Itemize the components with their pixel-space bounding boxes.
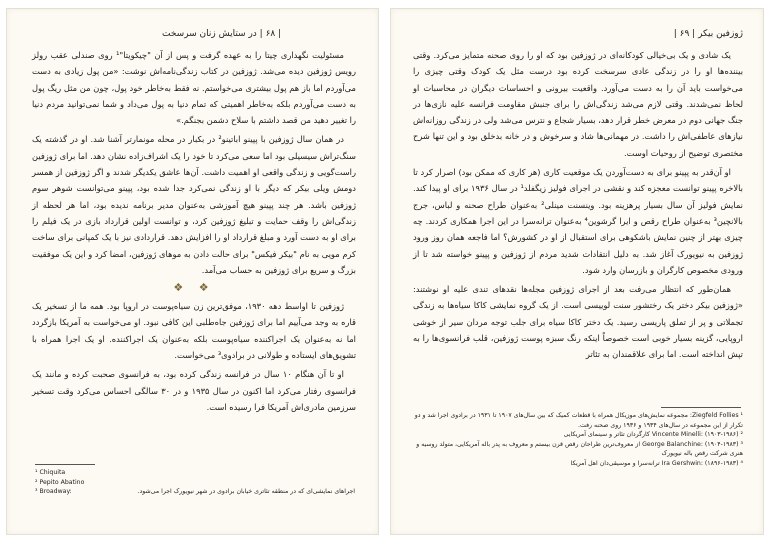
paragraph: همان‌طور که انتظار می‌رفت بعد از اجرای ژوزفین مجله‌ها نقدهای تندی علیه او نوشتند: «ژوزفین بیکر دختر یک رختشور سنت لوییسی است. از یک گروه نمایشی کاکا سیاه‌ها به زندگی تجملاتی و پر از تملق پاریسی رسید. یک دختر کاکا سیاه برای جلب توجه مردان سیر از خوشی اروپایی، گزینه بسیار خوبی است خصوصاً اینکه رنگ سبزه پوست ژوزفین، قلب فرانسوی‌ها را به تپش انداخته است. اما برای علاقمندان به تئاتر [413, 284, 743, 360]
footnote: ³ George Balanchine: (۱۹۰۴-۱۹۸۳) از معروف‌ترین طراحان رقص قرن بیستم و معروف به پدر باله آمریکایی، متولد روسیه و هنری شرکت رقص باله نیویورک [416, 440, 743, 457]
page-header: ژوزفین بیکر | ۶۹ | [673, 29, 743, 39]
paragraph: او تا آن هنگام ۱۰ سال در فرانسه زندگی کرده بود، به فرانسوی صحبت کرده و مانند یک فرانسوی رفتار می‌کرد اما اکنون در سال ۱۹۳۵ و در ۳۰ سالگی احساس می‌کرد وقت تسخیر سرزمین مادری‌اش آمریکا فرا رسیده است. [32, 369, 356, 412]
footnote-divider [35, 464, 95, 465]
paragraph: در همان سال ژوزفین با پپینو اباتینو² در بکبار در محله مونمارتر آشنا شد. او در گذشته یک سنگ‌تراش سیسیلی بود اما سعی می‌کرد تا خود را یک اشراف‌زاده نشان دهد. اما برای ژوزفین راست‌گویی و زندگی واقعی او اهمیت داشت. آن‌ها عاشق یکدیگر شدند و اگر ژوزفین از همسر دومش ویلی بیکر که دیگر با او زندگی نمی‌کرد جدا شده بود، پپینو می‌توانست شوهر سوم ژوزفین باشد. هر چند پپینو هیچ آموزشی به‌عنوان مدیر برنامه ندیده بود، اما هر لحظه از زندگی‌اش را وقف حمایت و تبلیغ ژوزفین کرد، و توانست اولین قرارداد بازی در یک فیلم را برای او به دست آورد و مبلغ قرارداد او را افزایش دهد. قراردادی نیز با یک کمپانی برای ساخت کرم مویی به نام "بیکر فیکس" برای حالت دادن به موهای ژوزفین، امضا کرد و این یک موفقیت بزرگ و سریع برای ژوزفین به حساب می‌آمد. [32, 134, 356, 275]
paragraph: مسئولیت نگهداری چیتا را به عهده گرفت و پس از آن "چیکویتا"¹ روی صندلی عقب رولز رویس ژوزفین دیده می‌شد. ژوزفین در کتاب زندگی‌نامه‌اش نوشت: «من پول زیادی به دست می‌آوردم اما باز هم پول بیشتری می‌خواستم. نه فقط به‌خاطر خود پول، چون من مثل ریگ پول به دست می‌آوردم بلکه به‌خاطر اهمیتی که تمام دنیا به پول می‌داد و شما نمی‌توانید مردم دنیا را تغییر دهید من قصد داشتم با سلاح دشمن بجنگم.» [32, 50, 356, 126]
footnote: ² Vincente Minelli: (۱۹۰۳-۱۹۸۶) کارگردان تئاتر و سینمای آمریکایی [563, 431, 743, 438]
footnote [35, 487, 355, 497]
footnote: ¹ Ziegfeld Follies: مجموعه نمایش‌های موزیکال همراه با قطعات کمیک که بین سال‌های ۱۹۰۷ تا ۱۹۳۱ در برادوی اجرا شد و دو تکرار از این مجموعه در سال‌های ۱۹۳۴ و ۱۹۳۶ روی صحنه رفت. [414, 412, 743, 429]
footnote: ¹ Chiquita [35, 469, 66, 476]
footnote-text: اجراهای نمایشی‌ای که در منطقه تئاتری خیابان برادوی در شهر نیویورک اجرا می‌شود. [137, 488, 355, 495]
page-body [32, 47, 356, 415]
paragraph: یک شادی و یک بی‌خیالی کودکانه‌ای در ژوزفین بود که او را روی صحنه متمایز می‌کرد. وقتی بیننده‌ها او را در زندگی عادی سرسخت کرده بود درست مثل یک کودک وقتی چیزی را می‌خواست باید آن را به دست می‌آورد. واقعیت بیرونی و احساسات دیگران در محاسبات او لحاظ نمی‌شدند. وقتی لازم می‌شد زندگی‌اش را برای جنبش مقاومت فرانسه علیه نازی‌ها در جنگ جهانی دوم در معرض خطر قرار دهد، بسیار شجاع و نترس می‌شد ولی در زندگی روزانه‌اش نیازهای عاطفی‌اش را داشت. در مهمانی‌ها شاد و سرخوش و در خانه بدخلق بود و این تنها شرح مختصری توضیح از روحیات اوست. [413, 50, 743, 158]
section-ornament: ❖ ❖ [173, 281, 215, 295]
footnote: ⁴ Ira Gershwin: (۱۸۹۶-۱۹۸۳) ترانه‌سرا و موسیقی‌دان اهل آمریکا [570, 459, 743, 467]
footnote: ² Pepito Abatino [35, 478, 85, 486]
paragraph: ژوزفین تا اواسط دهه ۱۹۳۰، موفق‌ترین زن سیاه‌پوست در اروپا بود. همه ما از تسخیر یک قاره به وجد می‌آییم اما برای ژوزفین جاه‌طلبی این کافی نبود. او می‌خواست به آمریکا بازگردد اما نه به‌عنوان یک اجراکننده سیاه‌پوست بلکه به‌عنوان یک اجراکننده. او یک اجرا همراه با تشویق‌های ایستاده و طولانی در برادوی³ می‌خواست. [32, 301, 356, 361]
right-page [390, 8, 764, 535]
footnotes [413, 411, 743, 468]
paragraph: او آن‌قدر به پپینو برای به دست‌آوردن یک موقعیت کاری (هر کاری که ممکن بود) اصرار کرد تا بالاخره پپینو توانست معجزه کند و نقشی در اجرای فولیز زیگفلد¹ در سال ۱۹۳۶ برای او پیدا کند. نمایش فولیز آن سال بسیار پرهزینه بود. وینسنت مینلی² به‌عنوان طراح صحنه و لباس، جرج بالانچین³ به‌عنوان طراح رقص و ایرا گرشوین⁴ به‌عنوان ترانه‌سرا در این اجرا همکاری کردند. چه چیزی بهتر از چنین نمایش باشکوهی برای استقبال از او در کشورش؟ اما فاجعه همان روز ورود ژوزفین به نیویورک آغاز شد. به دلیل انتقادات شدید مردم از ژوزفین و پپینو خواسته شد تا از ورودی مخصوص کارگران و بازرسان وارد شود. [413, 167, 743, 275]
footnote-divider [661, 407, 741, 408]
footnote-term: ³ Broadway: [35, 488, 72, 495]
left-page [6, 8, 379, 535]
page-body [413, 47, 743, 363]
page-header: | ۶۸ | در ستایش زنان سرسخت [162, 29, 282, 39]
footnotes [35, 468, 355, 497]
